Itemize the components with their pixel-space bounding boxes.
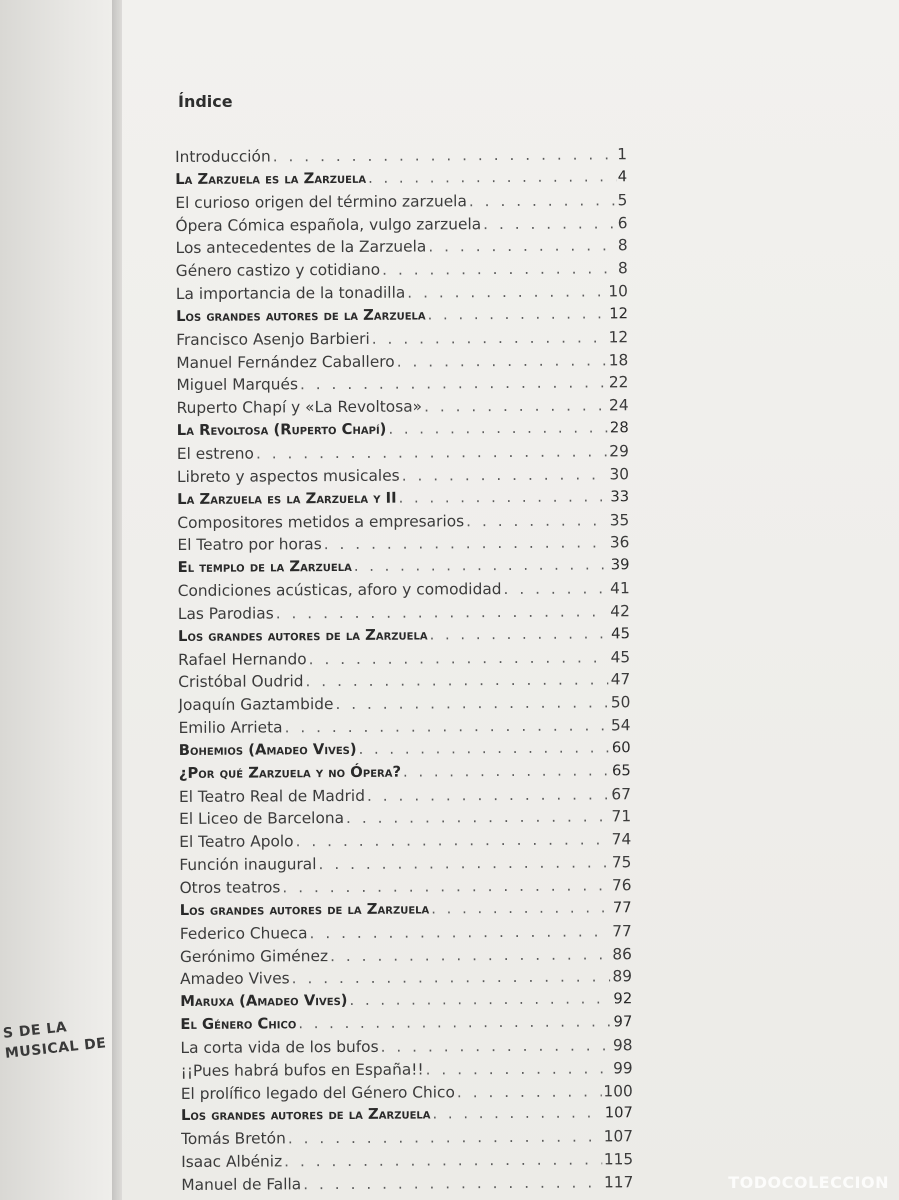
toc-leader-dots: [367, 783, 610, 807]
toc-page-number: 77: [612, 921, 632, 941]
toc-entry: [176, 280, 628, 306]
toc-entry-label: Tomás Bretón: [181, 1129, 286, 1149]
toc-entry-label: El Teatro Real de Madrid: [178, 786, 365, 806]
toc-page-number: 8: [617, 259, 628, 278]
toc-page-number: 18: [608, 350, 629, 369]
toc-entry-label: Los grandes autores de la Zarzuela: [179, 900, 430, 919]
toc-entry: [179, 874, 631, 900]
toc-leader-dots: [298, 1011, 611, 1036]
toc-leader-dots: [403, 760, 610, 784]
toc-leader-dots: [424, 395, 607, 419]
toc-leader-dots: [296, 829, 610, 854]
toc-entry: [180, 1034, 632, 1060]
toc-section-entry: [180, 897, 632, 923]
toc-page-number: 115: [603, 1150, 634, 1169]
toc-entry: [176, 372, 628, 398]
toc-leader-dots: [388, 417, 608, 441]
toc-page-number: 117: [603, 1173, 634, 1192]
toc-entry-label: El Teatro Apolo: [179, 832, 294, 852]
toc-leader-dots: [300, 372, 607, 397]
toc-page-number: 29: [609, 442, 629, 461]
toc-entry: [177, 463, 629, 489]
toc-section-entry: [178, 554, 630, 580]
toc-entry: [180, 920, 632, 946]
toc-page-number: 89: [612, 967, 633, 986]
toc-page-number: 24: [608, 396, 629, 415]
toc-leader-dots: [330, 943, 610, 968]
toc-leader-dots: [426, 1057, 612, 1081]
toc-page-number: 45: [611, 624, 631, 643]
toc-entry-label: Gerónimo Giménez: [179, 946, 329, 966]
toc-page-number: 36: [609, 533, 630, 552]
toc-page-number: 28: [609, 419, 629, 437]
toc-leader-dots: [303, 1171, 602, 1196]
toc-entry: [181, 1080, 633, 1106]
toc-page-number: 76: [611, 876, 632, 895]
toc-leader-dots: [430, 623, 610, 647]
toc-entry: [176, 235, 628, 261]
toc-section-entry: [181, 1103, 633, 1129]
toc-entry-label: Introducción: [175, 147, 271, 166]
toc-page-number: 86: [612, 944, 632, 963]
left-page-line: S DE LA: [2, 1019, 68, 1042]
toc-entry-label: La importancia de la tonadilla: [175, 283, 406, 304]
toc-page-number: 5: [617, 190, 628, 209]
toc-entry-label: Ópera Cómica española, vulgo zarzuela: [175, 214, 482, 235]
toc-leader-dots: [354, 555, 609, 579]
toc-entry: [179, 851, 631, 877]
toc-page-number: 35: [609, 510, 630, 529]
toc-leader-dots: [457, 1080, 602, 1104]
toc-leader-dots: [318, 852, 609, 877]
toc-leader-dots: [288, 1126, 602, 1151]
toc-page-number: 98: [612, 1036, 633, 1055]
toc-entry-label: La Revoltosa (Ruperto Chapí): [176, 420, 387, 440]
toc-entry-label: Manuel Fernández Caballero: [176, 352, 395, 372]
toc-entry: [178, 669, 630, 695]
toc-entry: [175, 189, 627, 215]
toc-leader-dots: [292, 966, 611, 991]
toc-page-number: 10: [608, 282, 628, 301]
toc-leader-dots: [276, 600, 609, 625]
toc-leader-dots: [469, 189, 616, 213]
toc-entry-label: El Teatro por horas: [177, 535, 322, 555]
toc-page-number: 45: [610, 647, 631, 666]
table-of-contents: [175, 143, 633, 1197]
toc-leader-dots: [372, 326, 607, 350]
toc-entry-label: Compositores metidos a empresarios: [177, 511, 465, 532]
toc-leader-dots: [335, 692, 609, 717]
toc-entry-label: Otros teatros: [179, 878, 281, 897]
toc-page-number: 4: [617, 168, 628, 186]
toc-leader-dots: [466, 509, 608, 533]
toc-entry-label: Manuel de Falla: [181, 1175, 302, 1194]
toc-entry: [179, 783, 631, 809]
toc-entry: [179, 806, 631, 832]
toc-entry: [178, 691, 630, 717]
toc-entry: [178, 646, 630, 672]
toc-leader-dots: [407, 280, 606, 304]
toc-entry-label: Las Parodias: [177, 604, 274, 623]
toc-leader-dots: [483, 212, 616, 236]
toc-entry-label: El prolífico legado del Género Chico: [180, 1082, 455, 1103]
toc-section-entry: [177, 486, 629, 512]
toc-section-entry: [179, 760, 631, 786]
toc-entry: [177, 509, 629, 535]
toc-entry-label: Maruxa (Amadeo Vives): [180, 992, 348, 1011]
toc-entry: [175, 143, 627, 169]
toc-entry-label: Los grandes autores de la Zarzuela: [177, 626, 428, 645]
toc-leader-dots: [382, 258, 616, 282]
index-title: Índice: [178, 92, 233, 111]
toc-entry: [181, 1057, 633, 1083]
toc-entry-label: La Zarzuela es la Zarzuela: [175, 169, 367, 188]
left-page-line: MUSICAL DE: [4, 1035, 108, 1062]
toc-entry-label: El curioso origen del término zarzuela: [175, 191, 467, 212]
toc-leader-dots: [309, 646, 609, 671]
toc-entry-label: Cristóbal Oudrid: [178, 672, 304, 692]
toc-leader-dots: [399, 486, 609, 510]
toc-page-number: 75: [611, 853, 632, 872]
toc-leader-dots: [349, 989, 611, 1013]
toc-leader-dots: [368, 166, 616, 190]
toc-leader-dots: [282, 874, 610, 899]
toc-entry-label: Función inaugural: [179, 855, 317, 875]
toc-entry-label: Los grandes autores de la Zarzuela: [180, 1105, 431, 1125]
toc-entry-label: La corta vida de los bufos: [180, 1037, 379, 1057]
toc-entry: [176, 349, 628, 375]
toc-entry-label: Género castizo y cotidiano: [175, 260, 381, 281]
toc-leader-dots: [503, 577, 608, 600]
toc-entry-label: El Liceo de Barcelona: [179, 809, 345, 829]
toc-page-number: 39: [610, 556, 630, 574]
toc-entry: [180, 943, 632, 969]
toc-page-number: 54: [610, 716, 631, 735]
left-page: [0, 0, 118, 1200]
toc-entry-label: Los antecedentes de la Zarzuela: [175, 237, 427, 258]
toc-entry: [178, 577, 630, 603]
toc-entry-label: ¿Por qué Zarzuela y no Ópera?: [178, 763, 402, 782]
toc-section-entry: [175, 166, 627, 192]
toc-page-number: 42: [610, 602, 630, 621]
toc-entry-label: El estreno: [176, 444, 254, 463]
toc-leader-dots: [305, 669, 608, 694]
toc-page-number: 97: [613, 1013, 633, 1031]
toc-entry-label: Francisco Asenjo Barbieri: [176, 329, 370, 349]
toc-entry-label: Bohemios (Amadeo Vives): [178, 740, 357, 759]
toc-entry: [177, 395, 629, 421]
toc-entry-label: El templo de la Zarzuela: [177, 558, 352, 577]
toc-page-number: 65: [611, 762, 631, 780]
toc-entry-label: Condiciones acústicas, aforo y comodidad: [177, 580, 502, 601]
toc-leader-dots: [284, 1149, 602, 1174]
toc-page-number: 22: [608, 373, 629, 392]
toc-page-number: 8: [617, 236, 628, 255]
toc-leader-dots: [397, 349, 607, 373]
toc-page-number: 33: [610, 487, 630, 506]
toc-page-number: 30: [609, 465, 630, 484]
toc-entry: [181, 1148, 633, 1174]
toc-leader-dots: [309, 920, 610, 945]
toc-leader-dots: [381, 1034, 611, 1058]
toc-entry: [176, 257, 628, 283]
toc-entry: [177, 532, 629, 558]
toc-entry: [177, 440, 629, 466]
toc-page-number: 74: [611, 830, 632, 849]
toc-entry-label: Miguel Marqués: [176, 375, 299, 395]
toc-page-number: 77: [612, 899, 632, 917]
toc-entry-label: Emilio Arrieta: [178, 718, 283, 738]
toc-page-number: 1: [617, 145, 628, 164]
toc-entry-label: Libreto y aspectos musicales: [176, 466, 400, 486]
toc-leader-dots: [359, 737, 610, 761]
toc-section-entry: [177, 417, 629, 443]
toc-entry: [180, 966, 632, 992]
toc-leader-dots: [431, 897, 611, 921]
toc-section-entry: [180, 1011, 632, 1037]
toc-entry: [178, 714, 630, 740]
watermark: TODOCOLECCION: [728, 1173, 889, 1192]
toc-page-number: 99: [612, 1058, 633, 1078]
toc-leader-dots: [284, 714, 609, 739]
toc-page-number: 60: [611, 739, 631, 757]
toc-section-entry: [178, 623, 630, 649]
toc-section-entry: [176, 303, 628, 329]
toc-entry-label: Ruperto Chapí y «La Revoltosa»: [176, 397, 423, 418]
toc-leader-dots: [256, 440, 607, 465]
toc-entry-label: Isaac Albéniz: [181, 1152, 283, 1172]
toc-page-number: 47: [610, 670, 631, 689]
left-page-fragment: [2, 1013, 116, 1064]
toc-entry: [175, 212, 627, 238]
toc-page-number: 107: [604, 1104, 633, 1122]
toc-section-entry: [180, 988, 632, 1014]
toc-page-number: 67: [611, 784, 632, 803]
toc-leader-dots: [432, 1103, 602, 1127]
toc-entry-label: Federico Chueca: [179, 923, 308, 943]
toc-leader-dots: [273, 143, 616, 168]
toc-page-number: 100: [603, 1081, 633, 1100]
toc-leader-dots: [346, 806, 610, 830]
toc-entry: [181, 1171, 633, 1197]
toc-entry-label: Los grandes autores de la Zarzuela: [175, 306, 426, 325]
toc-entry: [181, 1126, 633, 1152]
toc-page-number: 41: [610, 579, 630, 598]
toc-entry: [178, 600, 630, 626]
toc-page-number: 50: [610, 693, 631, 712]
toc-section-entry: [179, 737, 631, 763]
toc-entry-label: La Zarzuela es la Zarzuela y II: [177, 489, 397, 508]
toc-entry-label: El Género Chico: [180, 1015, 297, 1034]
toc-leader-dots: [428, 303, 608, 327]
toc-entry-label: Amadeo Vives: [180, 969, 290, 989]
toc-page-number: 12: [608, 327, 629, 347]
toc-entry: [176, 326, 628, 352]
toc-page-number: 6: [617, 213, 628, 232]
toc-leader-dots: [324, 532, 608, 557]
toc-leader-dots: [402, 463, 608, 487]
toc-page-number: 107: [603, 1127, 634, 1146]
toc-entry-label: Joaquín Gaztambide: [178, 695, 334, 715]
toc-page-number: 92: [613, 990, 633, 1008]
toc-page-number: 12: [609, 305, 629, 323]
toc-entry-label: ¡¡Pues habrá bufos en España!!: [180, 1060, 424, 1080]
toc-entry-label: Rafael Hernando: [178, 649, 307, 669]
toc-page-number: 71: [611, 807, 632, 826]
toc-leader-dots: [428, 235, 616, 259]
toc-entry: [179, 829, 631, 855]
